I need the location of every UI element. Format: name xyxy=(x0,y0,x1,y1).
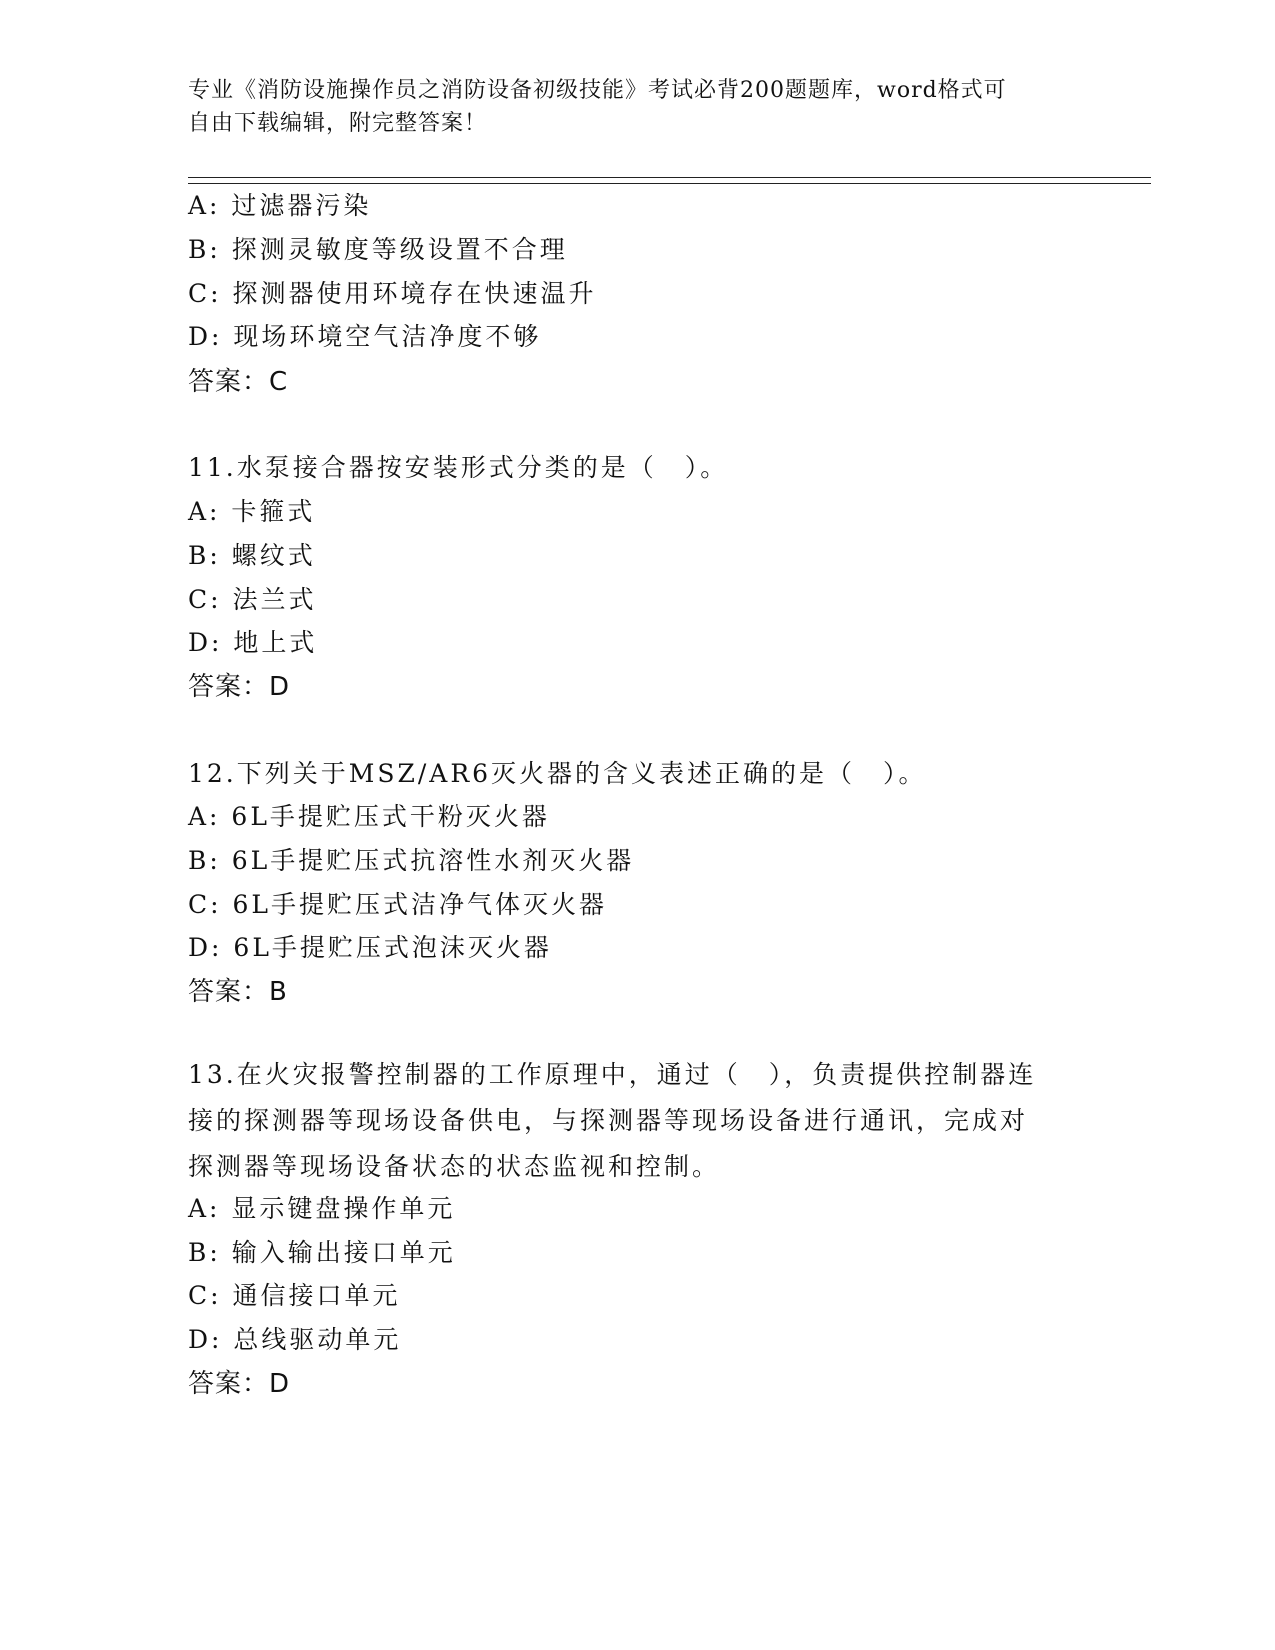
q11-stem: 11.水泵接合器按安装形式分类的是（ ）。 xyxy=(188,453,729,482)
q11-option-b: B: 螺纹式 xyxy=(188,541,316,570)
header-divider-top xyxy=(188,177,1151,178)
q10-option-c: C: 探测器使用环境存在快速温升 xyxy=(188,279,597,308)
q11-option-c: C: 法兰式 xyxy=(188,585,317,614)
q11-option-d: D: 地上式 xyxy=(188,628,318,657)
q10-answer: 答案：C xyxy=(188,367,289,397)
q12-answer: 答案：B xyxy=(188,977,288,1007)
q11-option-a: A: 卡箍式 xyxy=(188,497,316,526)
q10-option-b: B: 探测灵敏度等级设置不合理 xyxy=(188,235,568,264)
q13-stem-line-2: 接的探测器等现场设备供电，与探测器等现场设备进行通讯，完成对 xyxy=(188,1106,1029,1135)
q12-option-c: C: 6L手提贮压式洁净气体灭火器 xyxy=(188,890,608,919)
q12-option-d: D: 6L手提贮压式泡沫灭火器 xyxy=(188,933,552,962)
q10-option-d: D: 现场环境空气洁净度不够 xyxy=(188,322,542,351)
q12-stem: 12.下列关于MSZ/AR6灭火器的含义表述正确的是（ ）。 xyxy=(188,759,927,788)
q13-option-b: B: 输入输出接口单元 xyxy=(188,1238,456,1267)
header-divider-bottom xyxy=(188,183,1151,184)
q13-stem xyxy=(188,1052,1088,1190)
header-line-1: 专业《消防设施操作员之消防设备初级技能》考试必背200题题库，word格式可 xyxy=(188,78,1007,103)
header-line-2: 自由下载编辑，附完整答案！ xyxy=(188,111,488,136)
q13-option-c: C: 通信接口单元 xyxy=(188,1281,401,1310)
q12-option-b: B: 6L手提贮压式抗溶性水剂灭火器 xyxy=(188,846,635,875)
q13-answer: 答案：D xyxy=(188,1369,291,1399)
q12-option-a: A: 6L手提贮压式干粉灭火器 xyxy=(188,802,550,831)
q11-answer: 答案：D xyxy=(188,672,291,702)
q13-stem-line-1: 13.在火灾报警控制器的工作原理中，通过（ ），负责提供控制器连 xyxy=(188,1060,1037,1089)
q13-option-a: A: 显示键盘操作单元 xyxy=(188,1194,456,1223)
q13-stem-line-3: 探测器等现场设备状态的状态监视和控制。 xyxy=(188,1152,721,1181)
q13-option-d: D: 总线驱动单元 xyxy=(188,1325,402,1354)
q10-option-a: A: 过滤器污染 xyxy=(188,191,372,220)
document-header xyxy=(188,74,1088,140)
